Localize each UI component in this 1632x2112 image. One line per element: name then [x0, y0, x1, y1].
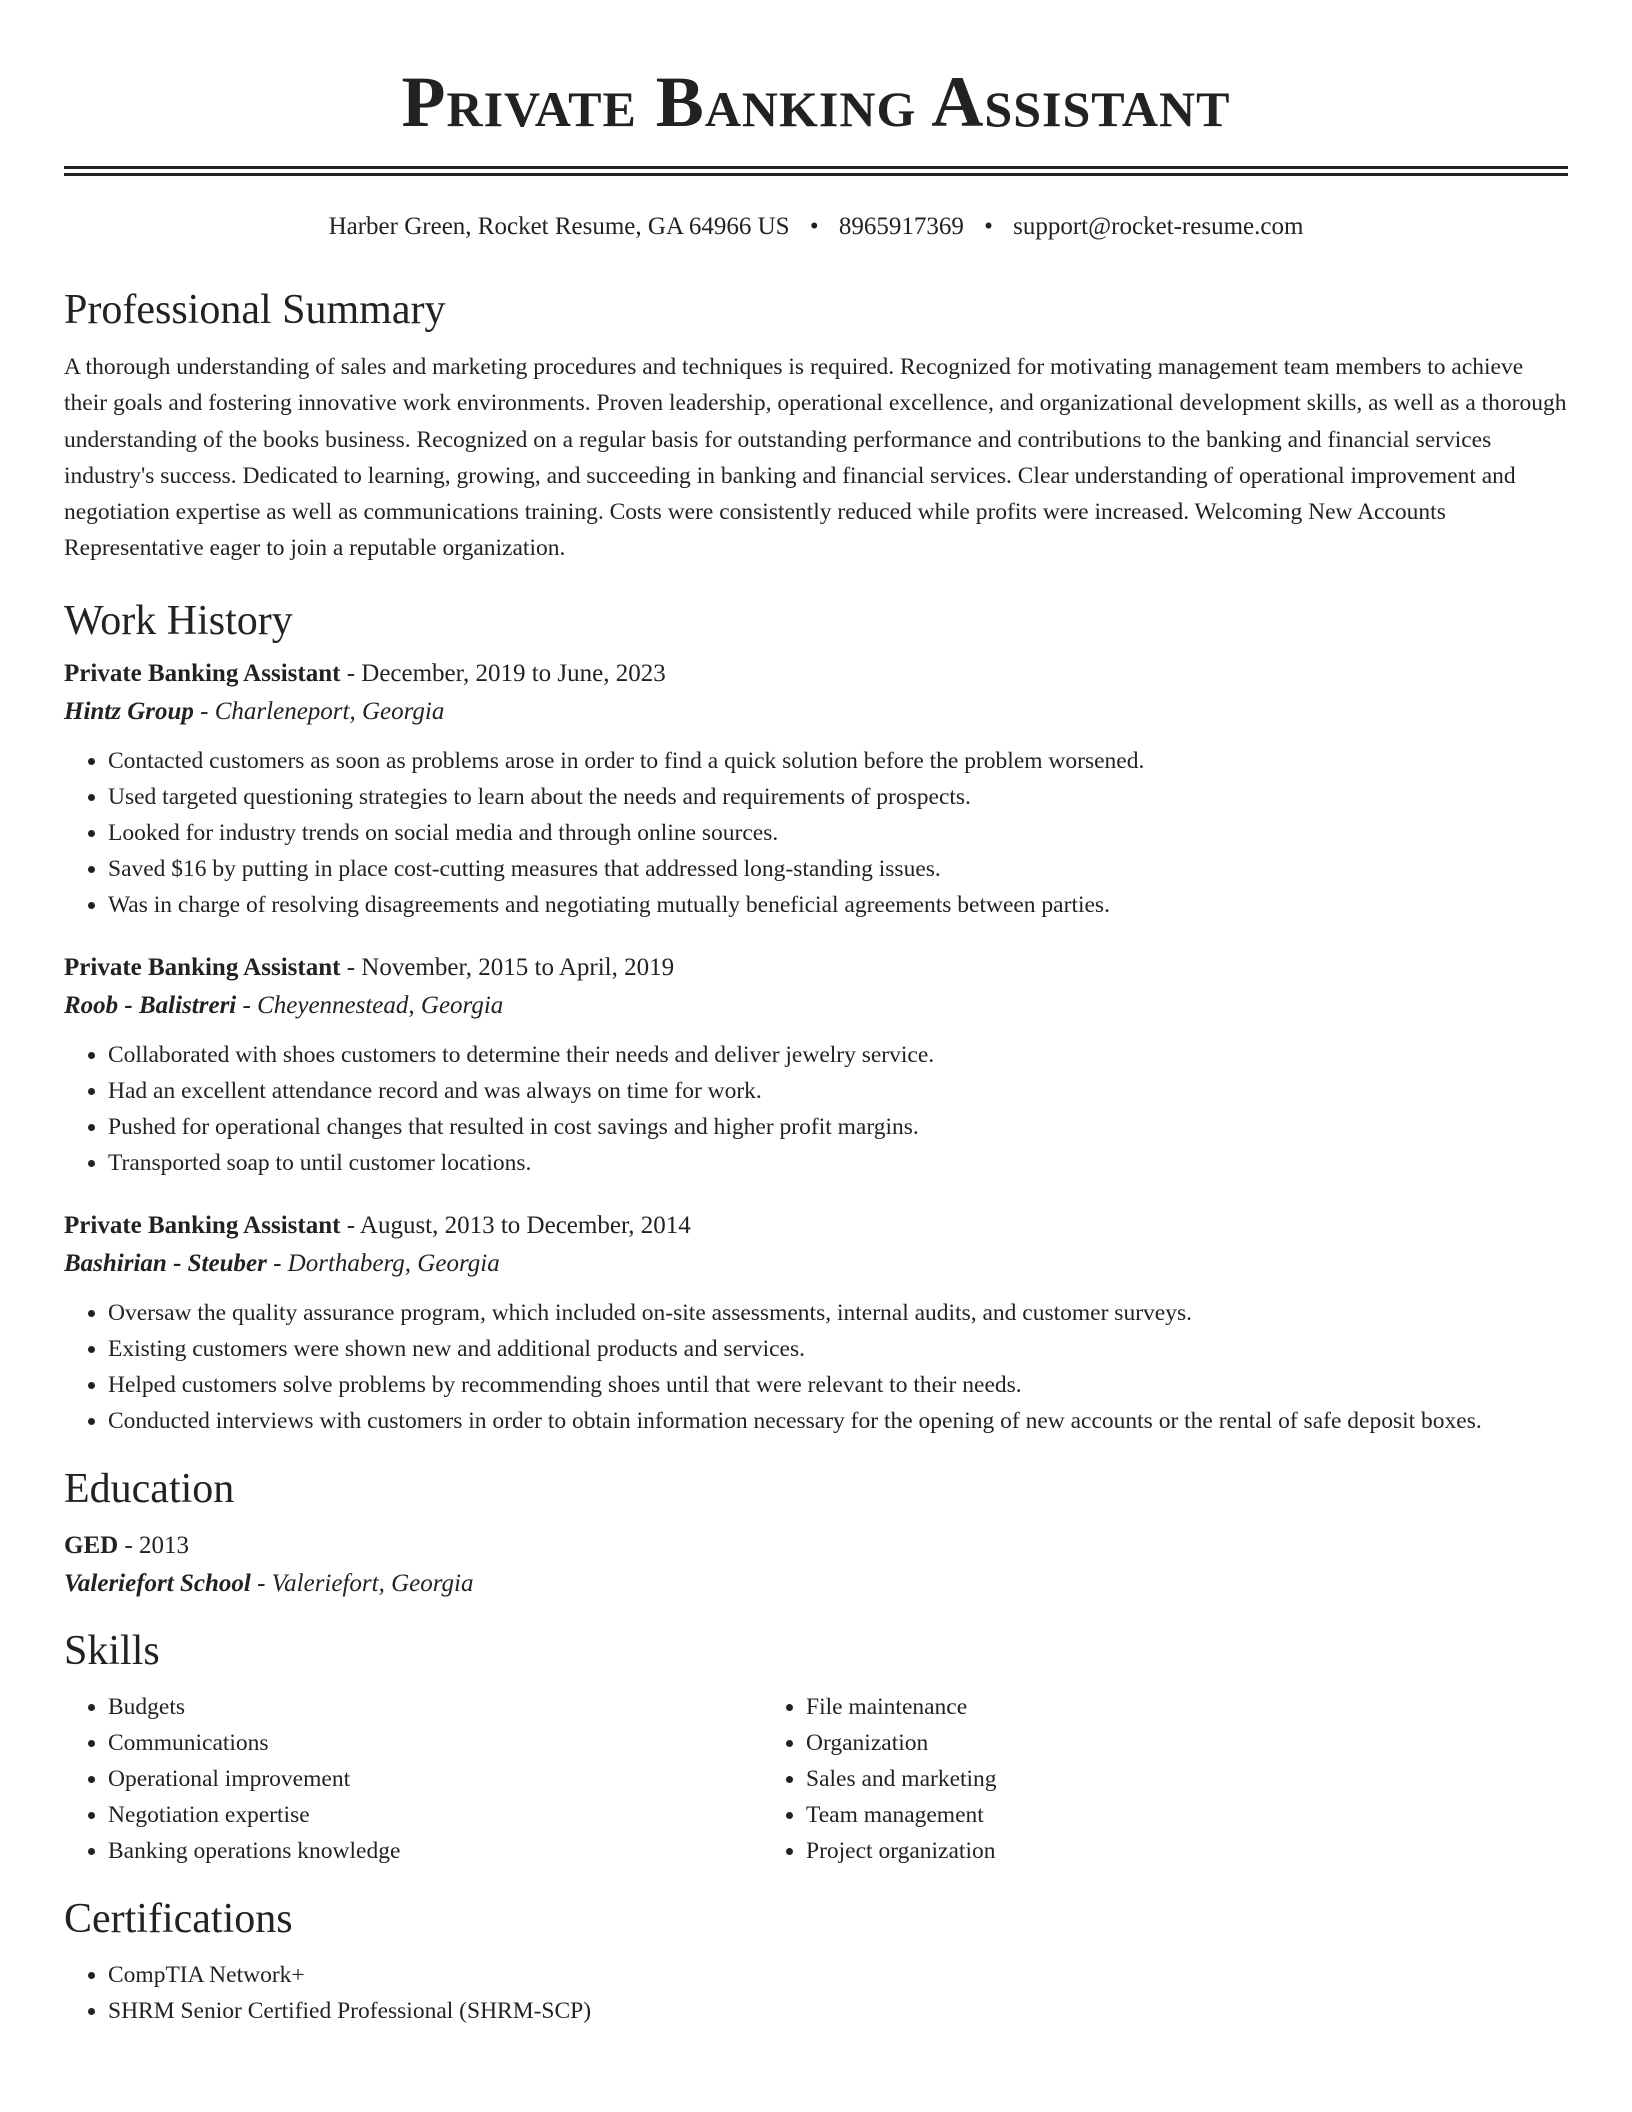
school-line [64, 1565, 1568, 1603]
list-item: • Used targeted questioning strategies to learn about the needs and requirements of prospects. [108, 779, 1568, 815]
list-item: • Contacted customers as soon as problems arose in order to find a quick solution before the problem worsened. [108, 743, 1568, 779]
list-item: • Sales and marketing [806, 1761, 1460, 1797]
list-item: • File maintenance [806, 1689, 1460, 1725]
list-item: • Had an excellent attendance record and was always on time for work. [108, 1073, 1568, 1109]
list-item: • Existing customers were shown new and additional products and services. [108, 1331, 1568, 1367]
list-item: • Saved $16 by putting in place cost-cutting measures that addressed long-standing issues. [108, 851, 1568, 887]
contact-email[interactable]: support@rocket-resume.com [1013, 213, 1304, 240]
degree: GED [64, 1531, 119, 1559]
job-dates: - November, 2015 to April, 2019 [340, 953, 675, 981]
contact-separator: • [984, 213, 993, 240]
list-item: • Team management [806, 1797, 1460, 1833]
title-divider [64, 166, 1568, 176]
job-title-line [64, 949, 1568, 987]
job-dates: - December, 2019 to June, 2023 [340, 659, 666, 687]
section-heading-education: Education [64, 1465, 235, 1512]
school-location: - Valeriefort, Georgia [250, 1569, 474, 1597]
section-heading-work: Work History [64, 597, 293, 644]
section-heading-skills: Skills [64, 1627, 160, 1674]
contact-line [64, 210, 1568, 244]
job-company-line [64, 1245, 1568, 1283]
list-item: • Transported soap to until customer locations. [108, 1145, 1568, 1181]
job-location: - Cheyennestead, Georgia [236, 991, 504, 1019]
list-item: • Collaborated with shoes customers to determine their needs and deliver jewelry service. [108, 1037, 1568, 1073]
education-entry [64, 1527, 1568, 1603]
skills-column-left [64, 1689, 762, 1869]
degree-line [64, 1527, 1568, 1565]
job-company: Roob - Balistreri [64, 991, 237, 1019]
certifications-list [64, 1957, 1568, 2029]
list-item: • Was in charge of resolving disagreements and negotiating mutually beneficial agreements between parties. [108, 887, 1568, 923]
job-company: Hintz Group [64, 697, 194, 725]
job-title-line [64, 655, 1568, 693]
list-item: • Oversaw the quality assurance program, which included on-site assessments, internal audits, and customer surveys. [108, 1295, 1568, 1331]
job-title: Private Banking Assistant [64, 953, 341, 981]
list-item: • Negotiation expertise [108, 1797, 762, 1833]
list-item: • CompTIA Network+ [108, 1957, 1568, 1993]
job-bullets [64, 743, 1568, 923]
job-entry [64, 949, 1568, 1181]
job-location: - Charleneport, Georgia [193, 697, 445, 725]
skills-column-right [762, 1689, 1460, 1869]
list-item: • Helped customers solve problems by recommending shoes until that were relevant to their needs. [108, 1367, 1568, 1403]
job-bullets [64, 1295, 1568, 1439]
skills-list [64, 1689, 1568, 1869]
job-company: Bashirian - Steuber [64, 1249, 267, 1277]
job-title: Private Banking Assistant [64, 659, 341, 687]
job-entry [64, 655, 1568, 923]
job-dates: - August, 2013 to December, 2014 [340, 1211, 691, 1239]
list-item: • Conducted interviews with customers in order to obtain information necessary for the opening of new accounts or the rental of safe deposit boxes. [108, 1403, 1568, 1439]
list-item: • Banking operations knowledge [108, 1833, 762, 1869]
list-item: • Organization [806, 1725, 1460, 1761]
list-item: • Communications [108, 1725, 762, 1761]
list-item: • Project organization [806, 1833, 1460, 1869]
degree-year: - 2013 [118, 1531, 190, 1559]
list-item: • SHRM Senior Certified Professional (SHRM-SCP) [108, 1993, 1568, 2029]
job-entry [64, 1207, 1568, 1439]
section-heading-summary: Professional Summary [64, 287, 446, 333]
job-title: Private Banking Assistant [64, 1211, 341, 1239]
job-bullets [64, 1037, 1568, 1181]
job-company-line [64, 987, 1568, 1025]
school-name: Valeriefort School [64, 1569, 251, 1597]
resume-title: Private Banking Assistant [401, 62, 1231, 142]
job-title-line [64, 1207, 1568, 1245]
list-item: • Budgets [108, 1689, 762, 1725]
section-heading-certifications: Certifications [64, 1895, 293, 1942]
job-location: - Dorthaberg, Georgia [266, 1249, 500, 1277]
contact-address: Harber Green, Rocket Resume, GA 64966 US [328, 213, 790, 240]
summary-text: A thorough understanding of sales and marketing procedures and techniques is required. Recognized for motivating management team members to achieve their goals and fostering innovative work environments. Proven leadership, operational excellence, and organizational development skills, as well as a thorough understanding of the books business. Recognized on a regular basis for outstanding performance and contributions to the banking and financial services industry's success. Dedicated to learning, growing, and succeeding in banking and financial services. Clear understanding of operational improvement and negotiation expertise as well as communications training. Costs were consistently reduced while profits were increased. Welcoming New Accounts Representative eager to join a reputable organization. [64, 354, 1567, 562]
list-item: • Operational improvement [108, 1761, 762, 1797]
contact-separator: • [809, 213, 819, 240]
list-item: • Pushed for operational changes that resulted in cost savings and higher profit margins. [108, 1109, 1568, 1145]
contact-phone[interactable]: 8965917369 [838, 213, 964, 240]
job-company-line [64, 693, 1568, 731]
list-item: • Looked for industry trends on social media and through online sources. [108, 815, 1568, 851]
